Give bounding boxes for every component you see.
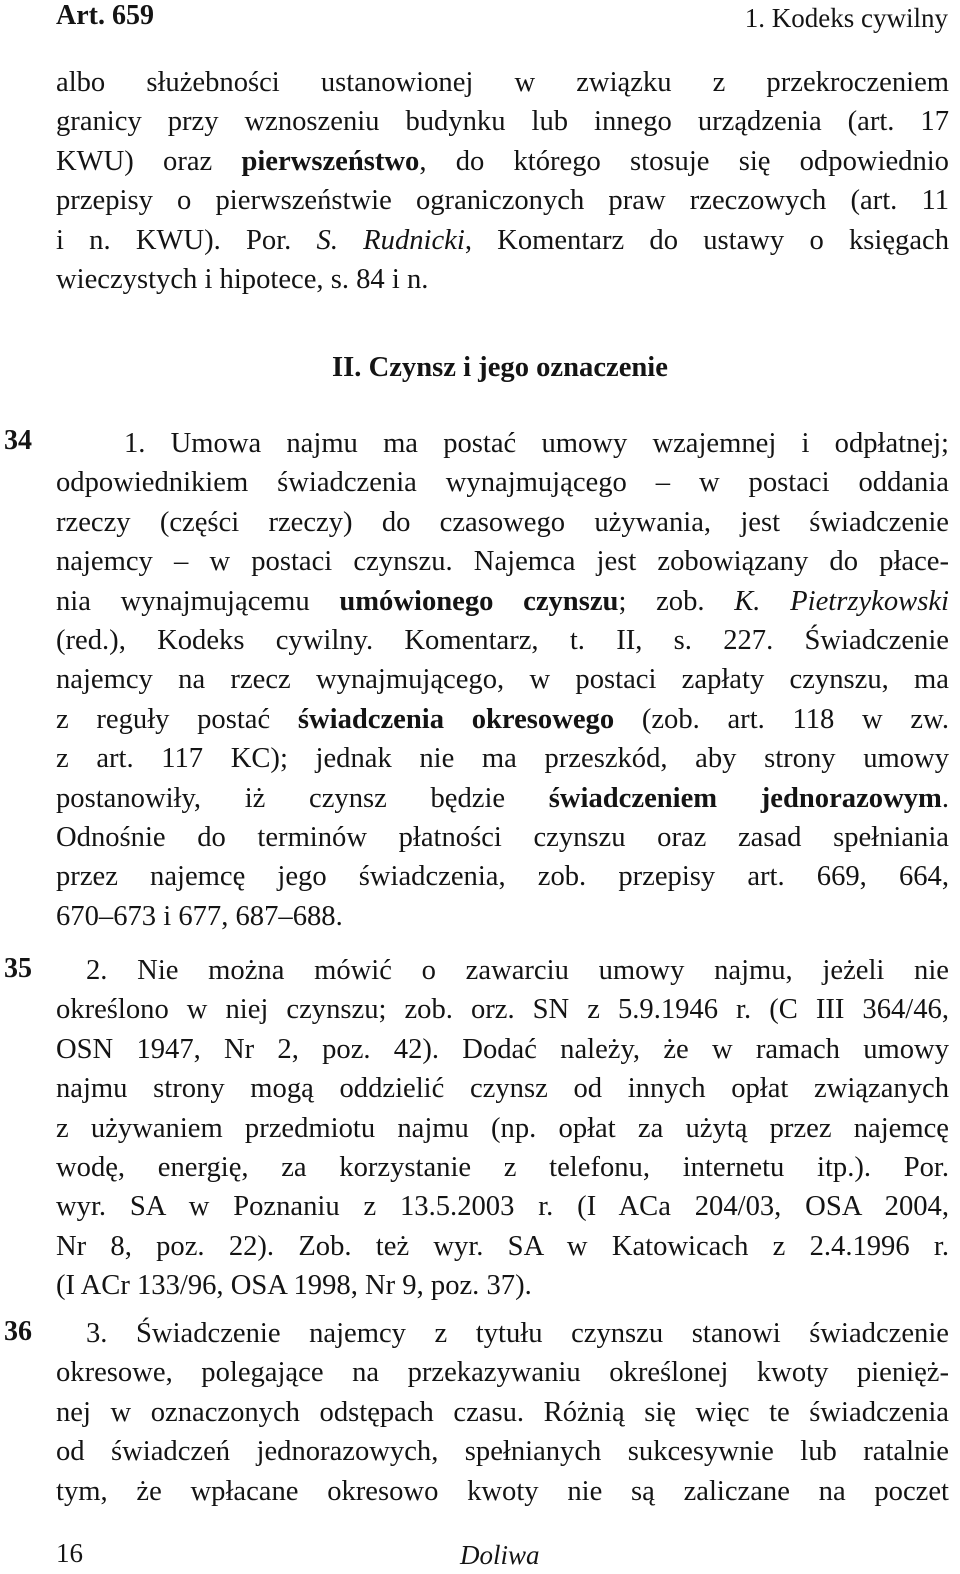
text-line: OSN 1947, Nr 2, poz. 42). Dodać należy, że w ramach umowy [56,1033,949,1065]
text-line: odpowiednikiem świadczenia wynajmującego – w postaci oddania [56,467,949,499]
text-line: okresowe, polegające na przekazywaniu określonej kwoty pienięż- [56,1357,949,1389]
text-line: 3. Świadczenie najemcy z tytułu czynszu stanowi świadczenie [86,1318,949,1349]
text-line: Odnośnie do terminów płatności czynszu oraz zasad spełniania [56,821,949,853]
footer-author: Doliwa [460,1540,540,1570]
text-line: wyr. SA w Poznaniu z 13.5.2003 r. (I ACa 204/03, OSA 2004, [56,1191,949,1223]
text-line: wodę, energię, za korzystanie z telefonu, internetu itp.). Por. [56,1151,949,1183]
text-line: przepisy o pierwszeństwie ograniczonych praw rzeczowych (art. 11 [56,185,949,217]
text-line: 2. Nie można mówić o zawarciu umowy najmu, jeżeli nie [86,955,949,986]
text-line: i n. KWU). Por. S. Rudnicki, Komentarz do ustawy o księgach [56,224,949,256]
text-line: najmu strony mogą oddzielić czynsz od innych opłat związanych [56,1073,949,1105]
text-line: postanowiły, iż czynsz będzie świadczeniem jednorazowym. [56,782,949,814]
text-line: nia wynajmującemu umówionego czynszu; zob. K. Pietrzykowski [56,585,949,617]
text-line: (I ACr 133/96, OSA 1998, Nr 9, poz. 37). [56,1270,532,1302]
text-line: rzeczy (części rzeczy) do czasowego używania, jest świadczenie [56,506,949,538]
page-number: 16 [56,1538,83,1568]
text-line: z reguły postać świadczenia okresowego (zob. art. 118 w zw. [56,703,949,735]
code-title: 1. Kodeks cywilny [744,3,948,33]
text-line: Nr 8, poz. 22). Zob. też wyr. SA w Katowicach z 2.4.1996 r. [56,1230,949,1262]
article-number: Art. 659 [56,0,154,31]
text-line: z art. 117 KC); jednak nie ma przeszkód, aby strony umowy [56,743,949,775]
text-line: tym, że wpłacane okresowo kwoty nie są zaliczane na poczet [56,1475,949,1507]
bold-term: umówionego czynszu [339,585,619,617]
text-line: granicy przy wznoszeniu budynku lub innego urządzenia (art. 17 [56,106,949,138]
text-line: nej w oznaczonych odstępach czasu. Różnią się więc te świadczenia [56,1396,949,1428]
text-line: KWU) oraz pierwszeństwo, do którego stosuje się odpowiednio [56,145,949,177]
margin-number: 36 [4,1316,32,1347]
paragraph-3 [56,1314,949,1511]
text-line: określono w niej czynszu; zob. orz. SN z 5.9.1946 r. (C III 364/46, [56,994,949,1026]
text-line: najemcy na rzecz wynajmującego, w postaci zapłaty czynszu, ma [56,664,949,696]
text-line: przez najemcę jego świadczenia, zob. przepisy art. 669, 664, [56,861,949,893]
text-line: od świadczeń jednorazowych, spełnianych sukcesywnie lub ratalnie [56,1436,949,1468]
text-line: wieczystych i hipotece, s. 84 i n. [56,263,429,295]
intro-paragraph [56,63,949,299]
section-heading: II. Czynsz i jego oznaczenie [332,352,668,383]
text-line: z używaniem przedmiotu najmu (np. opłat za użytą przez najemcę [56,1112,949,1144]
text-line: albo służebności ustanowionej w związku z przekroczeniem [56,67,949,98]
text-line: 670–673 i 677, 687–688. [56,900,343,932]
italic-author: S. Rudnicki [316,224,465,256]
bold-term: pierwszeństwo [241,145,420,177]
paragraph-2 [56,951,949,1306]
bold-term: świadczeniem jednorazowym [548,782,942,814]
margin-number: 35 [4,953,32,984]
margin-number: 34 [4,425,32,456]
text-line: najemcy – w postaci czynszu. Najemca jest zobowiązany do płace- [56,546,949,578]
text-line: 1. Umowa najmu ma postać umowy wzajemnej i odpłatnej; [124,428,949,459]
paragraph-1 [56,424,949,936]
bold-term: świadczenia okresowego [297,703,615,735]
italic-author: K. Pietrzykowski [734,585,949,617]
text-line: (red.), Kodeks cywilny. Komentarz, t. II, s. 227. Świadczenie [56,624,949,656]
